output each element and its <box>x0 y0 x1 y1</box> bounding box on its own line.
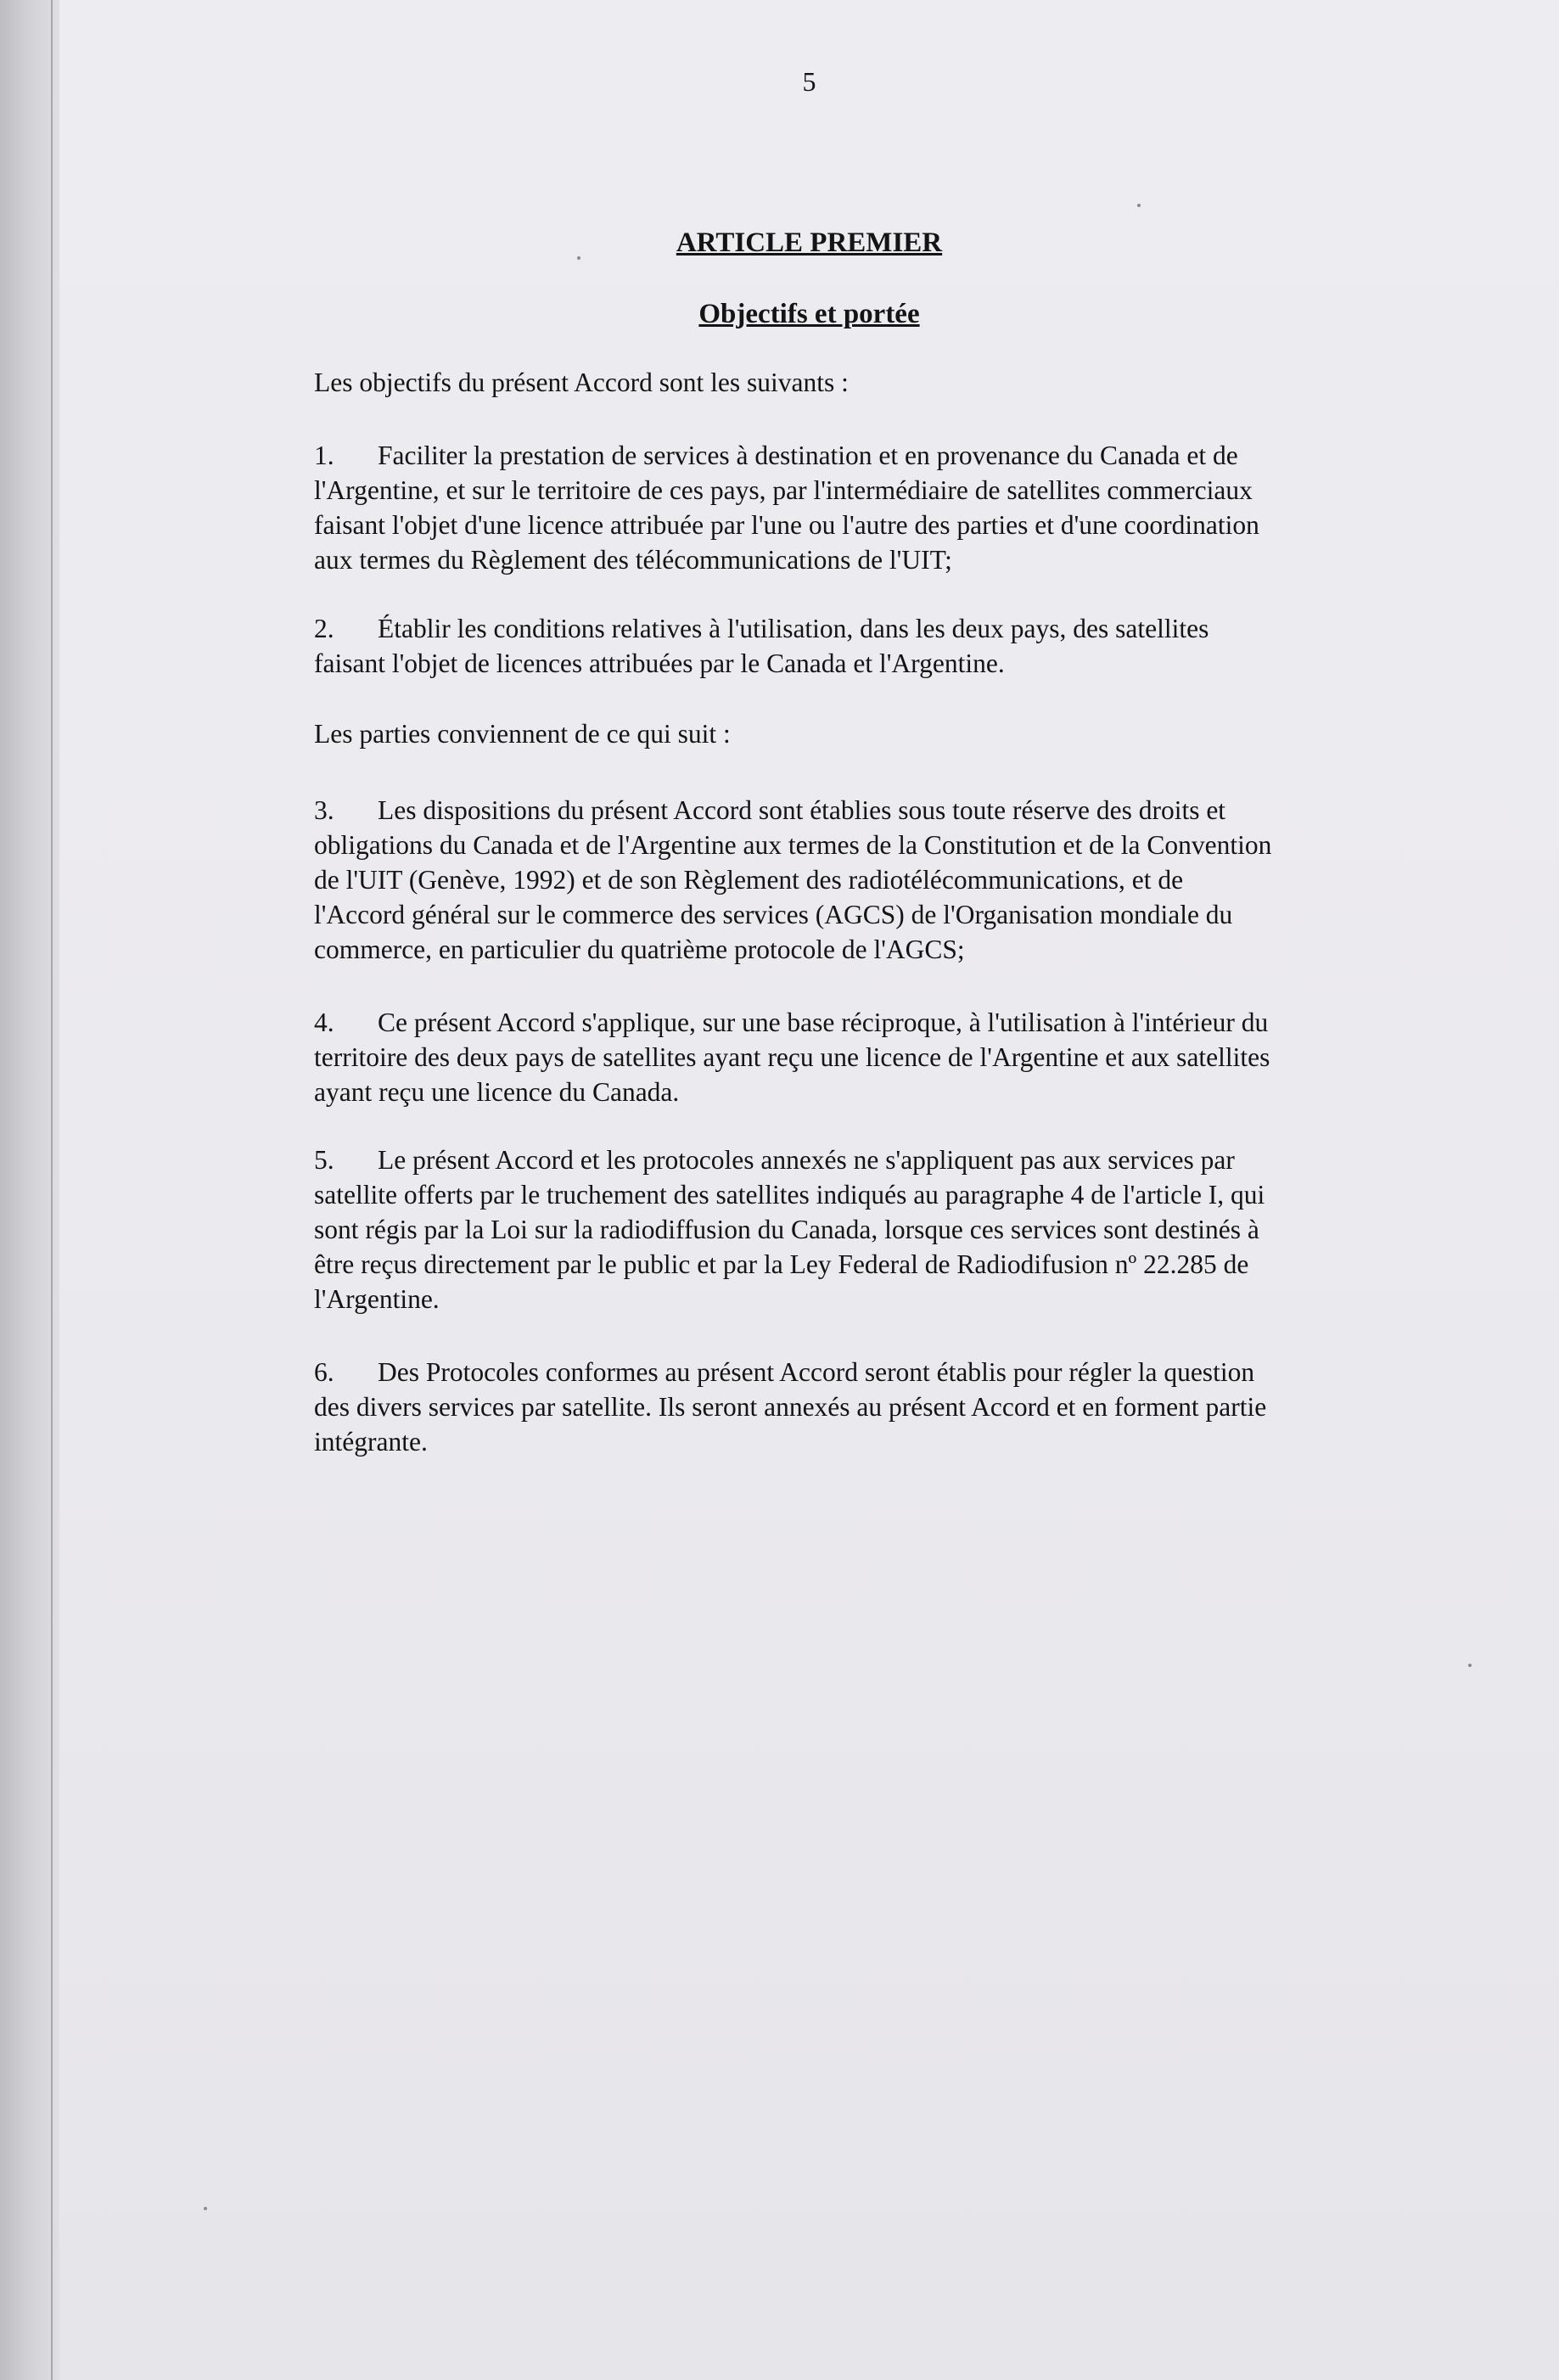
document-page <box>59 0 1559 2380</box>
paragraph-line: 1. Faciliter la prestation de services à destination et en provenance du Canada et de <box>314 438 1417 473</box>
paragraph-line: l'Argentine. <box>314 1284 440 1314</box>
page-number: 5 <box>802 66 816 97</box>
scan-speck <box>204 2207 207 2210</box>
agreement-intro: Les parties conviennent de ce qui suit : <box>314 719 731 749</box>
scan-speck <box>1468 1664 1472 1667</box>
paragraph-number: 4. <box>314 1008 334 1037</box>
provision-3 <box>314 793 1417 967</box>
article-subtitle: Objectifs et portée <box>698 299 920 329</box>
paragraph-line: faisant l'objet de licences attribuées par le Canada et l'Argentine. <box>314 648 1005 678</box>
paragraph-line: faisant l'objet d'une licence attribuée par l'une ou l'autre des parties et d'une coordination <box>314 510 1259 540</box>
paragraph-line: 2. Établir les conditions relatives à l'utilisation, dans les deux pays, des satellites <box>314 611 1417 646</box>
paragraph-line: de l'UIT (Genève, 1992) et de son Règlement des radiotélécommunications, et de <box>314 865 1184 895</box>
paragraph-number: 2. <box>314 614 334 643</box>
paragraph-number: 3. <box>314 795 334 825</box>
provision-5 <box>314 1142 1417 1316</box>
paragraph-line: l'Argentine, et sur le territoire de ces pays, par l'intermédiaire de satellites commerciaux <box>314 475 1253 505</box>
paragraph-line: obligations du Canada et de l'Argentine aux termes de la Constitution et de la Convention <box>314 830 1272 860</box>
objective-1 <box>314 438 1417 577</box>
scan-speck <box>577 256 580 260</box>
paragraph-line: 6. Des Protocoles conformes au présent Accord seront établis pour régler la question <box>314 1355 1417 1389</box>
paragraph-number: 1. <box>314 441 334 470</box>
paragraph-line: commerce, en particulier du quatrième protocole de l'AGCS; <box>314 935 965 964</box>
provision-6 <box>314 1355 1417 1459</box>
paragraph-line: satellite offerts par le truchement des satellites indiqués au paragraphe 4 de l'article I, qui <box>314 1180 1265 1210</box>
provision-4 <box>314 1005 1417 1109</box>
paragraph-line: intégrante. <box>314 1427 428 1457</box>
paragraph-line: être reçus directement par le public et par la Ley Federal de Radiodifusion nº 22.285 de <box>314 1249 1249 1279</box>
paragraph-line: 3. Les dispositions du présent Accord sont établies sous toute réserve des droits et <box>314 793 1417 828</box>
paragraph-line: ayant reçu une licence du Canada. <box>314 1077 680 1107</box>
scan-speck <box>1137 204 1141 207</box>
objectives-intro: Les objectifs du présent Accord sont les suivants : <box>314 368 849 397</box>
paragraph-line: 4. Ce présent Accord s'applique, sur une base réciproque, à l'utilisation à l'intérieur du <box>314 1005 1417 1040</box>
article-title: ARTICLE PREMIER <box>676 227 943 258</box>
paragraph-line: sont régis par la Loi sur la radiodiffusion du Canada, lorsque ces services sont destinés à <box>314 1215 1259 1244</box>
paragraph-line: 5. Le présent Accord et les protocoles annexés ne s'appliquent pas aux services par <box>314 1142 1417 1177</box>
paragraph-line: des divers services par satellite. Ils seront annexés au présent Accord et en forment partie <box>314 1392 1267 1422</box>
paragraph-line: aux termes du Règlement des télécommunications de l'UIT; <box>314 545 952 575</box>
paragraph-line: l'Accord général sur le commerce des services (AGCS) de l'Organisation mondiale du <box>314 900 1233 929</box>
page-binding-edge <box>0 0 59 2380</box>
paragraph-line: territoire des deux pays de satellites ayant reçu une licence de l'Argentine et aux satellites <box>314 1042 1270 1072</box>
objective-2 <box>314 611 1417 681</box>
paragraph-number: 5. <box>314 1145 334 1175</box>
paragraph-number: 6. <box>314 1357 334 1387</box>
